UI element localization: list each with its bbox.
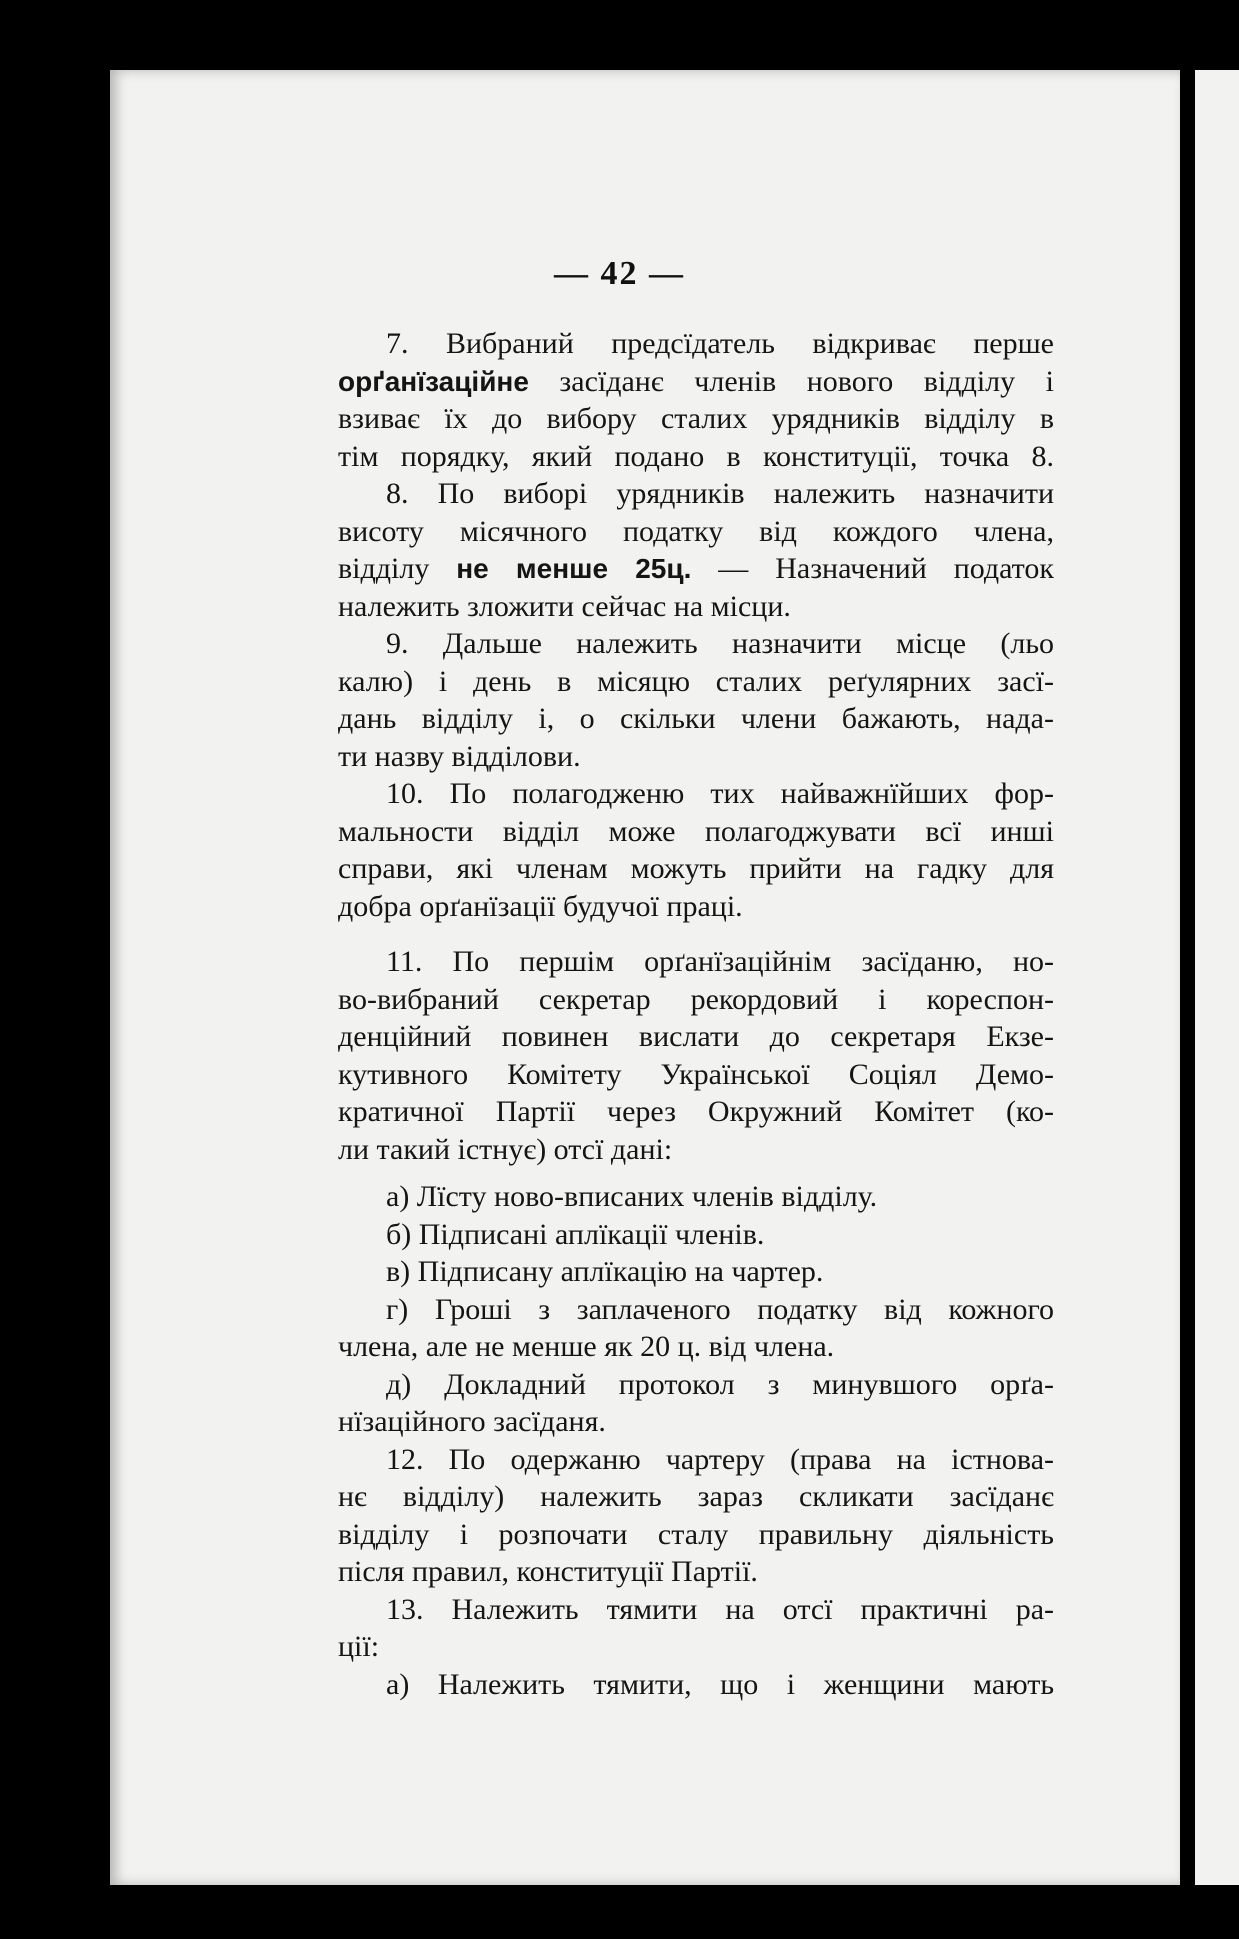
text-line: калю) і день в місяцю сталих реґулярних засї- — [338, 664, 1054, 698]
list-item: д) Докладний протокол з минувшого орґа- — [386, 1367, 1054, 1401]
next-page-edge — [1195, 70, 1239, 1885]
text-line: денційний повинен вислати до секретаря Екзе- — [338, 1020, 1054, 1053]
list-item: а) Лїсту ново-вписаних членів відділу. — [386, 1180, 878, 1213]
text-line: нє відділу) належить зараз скликати засїданє — [338, 1480, 1054, 1513]
text-line: 10. По полагодженю тих найважнїйших фор- — [386, 777, 1054, 810]
text-line: добра орґанїзації будучої праці. — [338, 889, 743, 923]
list-item: а) Належить тямити, що і женщини мають — [386, 1667, 1054, 1701]
text-line: 12. По одержаню чартеру (права на істнова- — [386, 1442, 1054, 1476]
list-item: г) Гроші з заплаченого податку від кожного — [386, 1292, 1054, 1326]
text-line: після правил, конституції Партії. — [338, 1555, 758, 1588]
text-line: 7. Вибраний предсїдатель відкриває перше — [386, 327, 1054, 360]
emphasis-text: не менше 25ц. — [456, 553, 692, 584]
text-span: — Назначений податок — [691, 552, 1054, 585]
text-line: взиває їх до вибору сталих урядників відділу в — [338, 402, 1054, 435]
text-line: справи, які членам можуть прийти на гадку для — [338, 852, 1054, 885]
text-line: 11. По першім орґанїзаційнім засїданю, но- — [386, 945, 1054, 978]
text-line — [338, 550, 1054, 588]
emphasis-text: орґанїзаційне — [338, 365, 529, 397]
text-line: 13. Належить тямити на отсї практичні ра- — [386, 1592, 1054, 1626]
text-line: тім порядку, який подано в конституції, точка 8. — [338, 439, 1054, 473]
text-line: кратичної Партії через Окружний Комітет (ко- — [338, 1095, 1054, 1128]
text-line: ти назву відділови. — [338, 739, 581, 773]
page-number: — 42 — — [554, 255, 685, 292]
text-line: 9. Дальше належить назначити місце (льо — [386, 627, 1054, 660]
text-line: відділу і розпочати сталу правильну діяльність — [338, 1517, 1054, 1551]
text-line: во-вибраний секретар рекордовий і кореспон- — [338, 982, 1054, 1016]
text-line: дань відділу і, о скільки члени бажають, нада- — [338, 702, 1054, 735]
text-line: ції: — [338, 1630, 380, 1663]
text-span: відділу — [338, 552, 457, 585]
text-line: належить зложити сейчас на місци. — [338, 589, 791, 623]
text-span: засїданє членів нового відділу і — [528, 364, 1054, 398]
text-line — [338, 363, 1054, 401]
list-item: в) Підписану аплїкацію на чартер. — [386, 1255, 824, 1288]
list-item: б) Підписані аплїкації членів. — [386, 1217, 765, 1251]
text-line: ли такий істнує) отсї дані: — [338, 1132, 673, 1166]
text-line: 8. По виборі урядників належить назначити — [386, 477, 1054, 510]
text-line: мальности відділ може полагоджувати всї инші — [338, 814, 1054, 848]
text-line: висоту місячного податку від кождого члена, — [338, 514, 1054, 548]
page-body — [338, 325, 1054, 1703]
text-line: члена, але не менше як 20 ц. від члена. — [338, 1330, 835, 1363]
text-line: кутивного Комітету Української Соціял Демо- — [338, 1057, 1054, 1091]
text-line: нїзаційного засїданя. — [338, 1405, 606, 1438]
